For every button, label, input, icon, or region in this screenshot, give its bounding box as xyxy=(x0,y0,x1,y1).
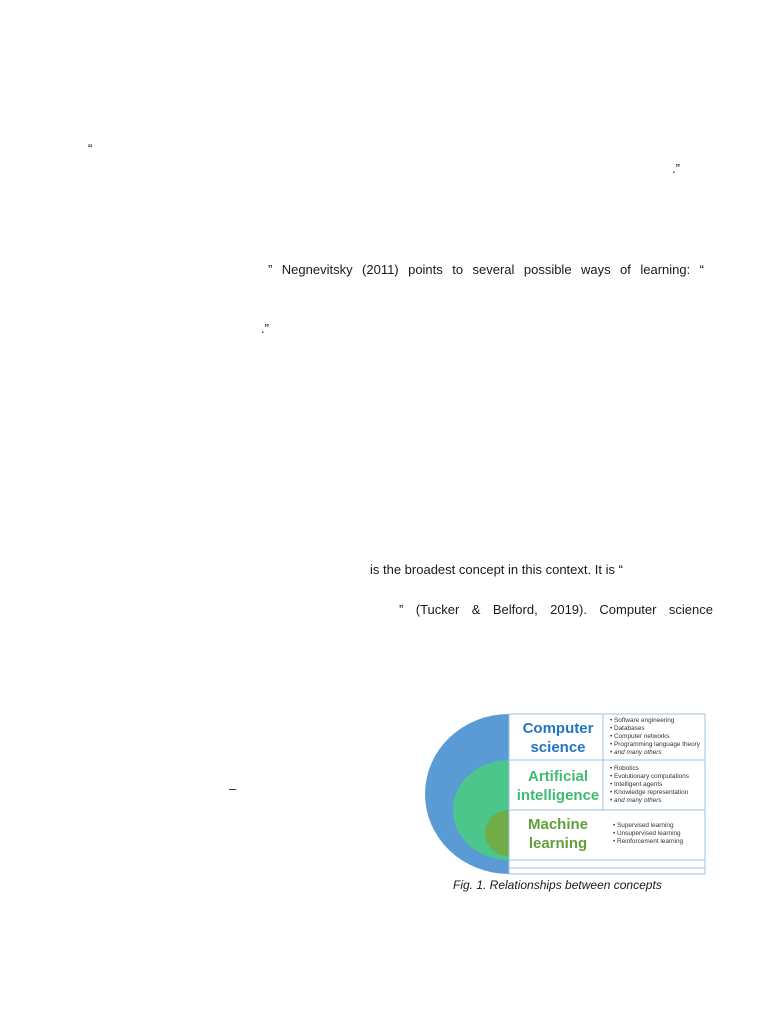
broadest-concept-line: is the broadest concept in this context. It is “ xyxy=(370,562,623,577)
concepts-figure xyxy=(423,712,709,876)
open-quote: “ xyxy=(88,141,93,156)
cs-bullet: • Computer networks xyxy=(610,733,670,740)
cs-title-line2: science xyxy=(530,739,586,756)
close-quote-2: .” xyxy=(261,321,269,336)
ai-bullet: • and many others xyxy=(610,797,662,804)
ai-bullet: • Robotics xyxy=(610,765,639,772)
ai-title-line1: Artificial xyxy=(527,768,589,785)
cs-bullet: • Software engineering xyxy=(610,717,675,724)
concepts-diagram xyxy=(423,712,709,876)
ai-bullet: • Evolutionary computations xyxy=(610,773,689,780)
ml-bullet: • Unsupervised learning xyxy=(613,830,681,837)
ml-title-line2: learning xyxy=(528,835,588,852)
cs-title-line1: Computer xyxy=(522,720,594,737)
ai-title-line2: intelligence xyxy=(516,787,600,804)
dash: – xyxy=(229,781,237,796)
cs-bullet: • Programming language theory xyxy=(610,741,700,748)
cs-bullet: • and many others xyxy=(610,749,662,756)
ai-bullet: • Intelligent agents xyxy=(610,781,663,788)
ai-bullet: • Knowledge representation xyxy=(610,789,689,796)
close-quote: .” xyxy=(672,161,680,176)
negnevitsky-line: ” Negnevitsky (2011) points to several possible ways of learning: “ xyxy=(268,262,704,277)
cs-bullet: • Databases xyxy=(610,725,645,732)
figure-caption: Fig. 1. Relationships between concepts xyxy=(453,878,662,892)
ml-bullet: • Supervised learning xyxy=(613,822,674,829)
ml-title-line1: Machine xyxy=(527,816,589,833)
tucker-line: ” (Tucker & Belford, 2019). Computer science xyxy=(399,602,713,617)
ml-bullet: • Reinforcement learning xyxy=(613,838,684,845)
